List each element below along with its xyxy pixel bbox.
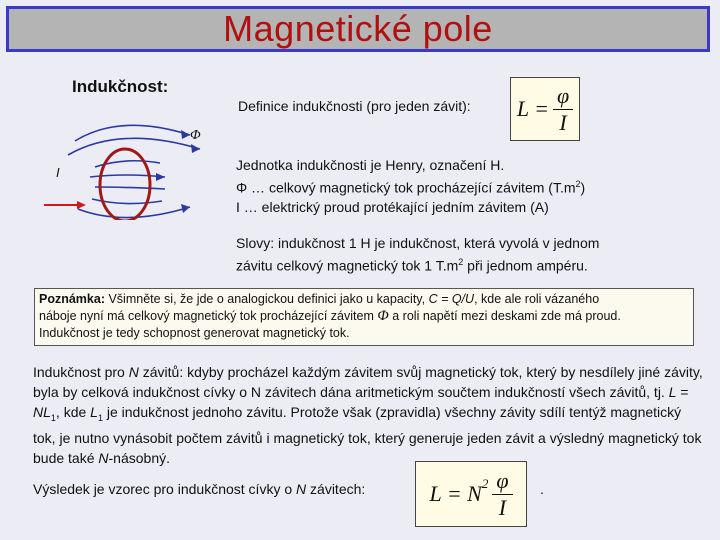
formula2-exponent: 2 — [481, 476, 489, 491]
n-turns-paragraph: Indukčnost pro N závitů: kdyby procházel každým závitem svůj magnetický tok, který by nesdílely jiné závity, byla by celková indukčnost cívky o N závitech dána aritmetickým součtem indukčností všech závitů, tj. $L = NL_1$, kde $L_1$ je indukčnost jednoho závitu. Protože však (zpravidla) všechny závity sdílí tentýž magnetický tok, je nutno vynásobit počtem závitů i magnetický tok, který generuje jeden závit a výsledný magnetický tok bude také N-násobný. — [33, 364, 703, 466]
formula-denominator: I — [559, 109, 567, 135]
coil-field-diagram — [40, 115, 235, 220]
result-label: Výsledek je vzorec pro indukčnost cívky o N závitech: — [33, 481, 366, 497]
field-line — [78, 207, 190, 218]
verbal-definition — [236, 234, 599, 276]
conductor-loop — [100, 149, 150, 220]
unit-description — [236, 156, 585, 217]
note-line-3: Indukčnost je tedy schopnost generovat magnetický tok. — [39, 326, 350, 340]
definition-label: Definice indukčnosti (pro jeden závit): — [238, 98, 471, 114]
page-title: Magnetické pole — [223, 8, 493, 49]
formula-fraction — [553, 83, 573, 136]
flux-label: Φ — [190, 128, 201, 143]
note-line-2: náboje nyní má celkový magnetický tok procházející závitem Φ a roli napětí mezi deskami zde má proud. — [39, 308, 621, 324]
unit-line-2: Φ … celkový magnetický tok procházející závitem $(T.m^2)$ — [236, 179, 586, 196]
formula-numerator: φ — [553, 83, 573, 110]
formula2-denominator: I — [498, 494, 507, 520]
current-arrowhead — [77, 201, 86, 209]
field-lines — [68, 125, 200, 217]
formula2-lhs: L = N — [429, 481, 482, 506]
title-banner — [6, 6, 710, 52]
note-line-1: Poznámka: Všimněte si, že jde o analogickou definici jako u kapacity, C = Q/U, kde ale roli vázaného — [39, 292, 600, 306]
section-heading: Indukčnost: — [72, 77, 169, 96]
verbal-line-2: závitu celkový magnetický tok 1 $T.m^2$ při jednom ampéru. — [236, 257, 588, 274]
note-label: Poznámka: — [39, 292, 105, 306]
current-label: I — [56, 165, 60, 180]
note-box — [34, 288, 694, 346]
trailing-period: . — [540, 481, 544, 497]
unit-line-1: Jednotka indukčnosti je Henry, označení H. — [236, 157, 505, 173]
field-line — [95, 187, 165, 189]
formula2-fraction — [492, 468, 512, 521]
formula-lhs: L = — [516, 96, 549, 121]
inductance-formula — [510, 77, 580, 141]
coil-inductance-formula — [415, 461, 527, 527]
verbal-line-1: Slovy: indukčnost 1 H je indukčnost, která vyvolá v jednom — [236, 235, 600, 251]
formula2-numerator: φ — [492, 468, 512, 495]
unit-line-3: I … elektrický proud protékající jedním závitem (A) — [236, 198, 549, 215]
